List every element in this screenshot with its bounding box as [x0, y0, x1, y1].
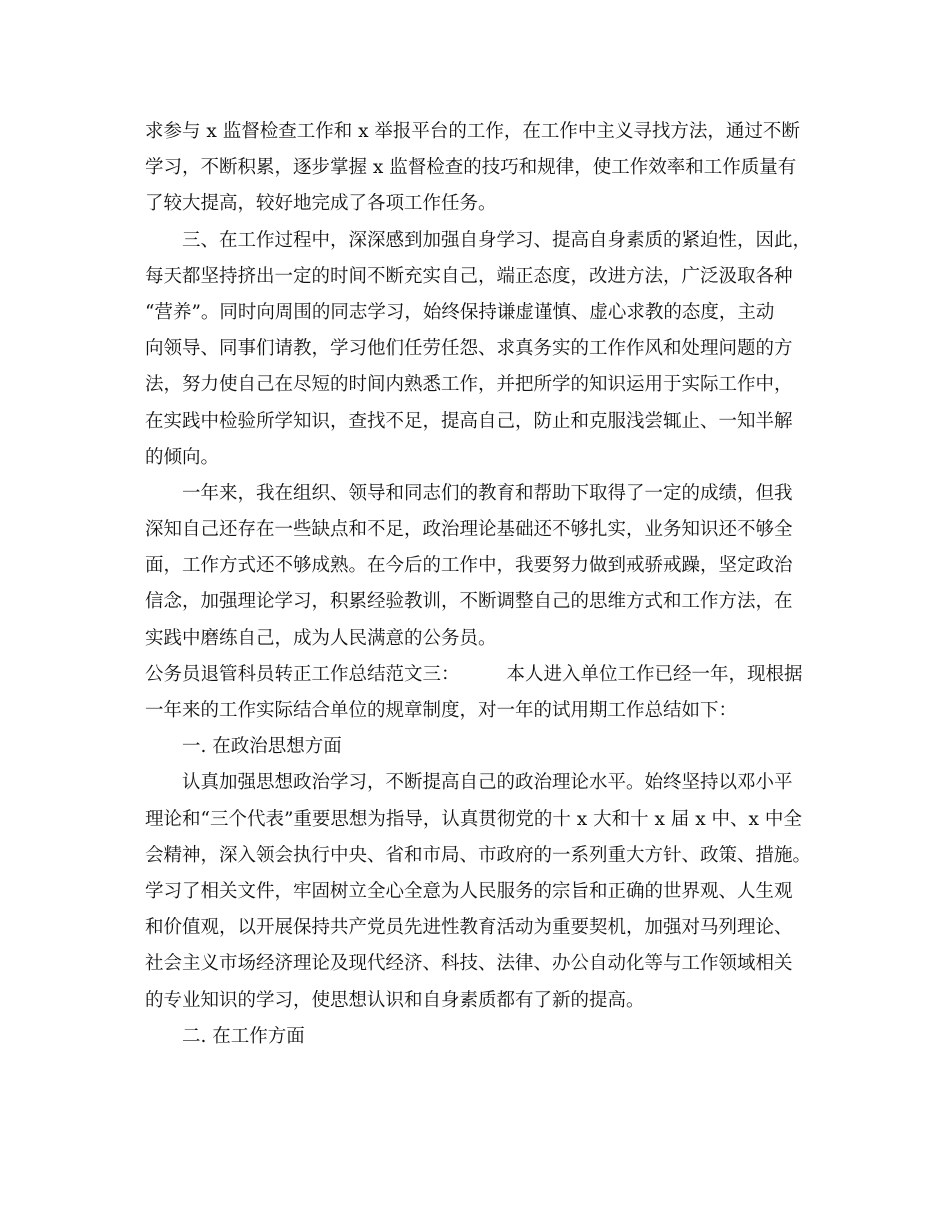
body-line: 法，努力使自己在尽短的时间内熟悉工作，并把所学的知识运用于实际工作中， — [145, 374, 793, 396]
body-line: 理论和“三个代表”重要思想为指导，认真贯彻党的十 x 大和十 x 届 x 中、x 中全 — [145, 808, 802, 830]
body-line: 和价值观，以开展保持共产党员先进性教育活动为重要契机，加强对马列理论、 — [145, 917, 793, 939]
body-line: 求参与 x 监督检查工作和 x 举报平台的工作，在工作中主义寻找方法，通过不断 — [145, 121, 800, 142]
body-line: 每天都坚持挤出一定的时间不断充实自己，端正态度，改进方法，广泛汲取各种 — [145, 265, 793, 287]
body-line: 信念，加强理论学习，积累经验教训，不断调整自己的思维方式和工作方法，在 — [145, 591, 793, 613]
paragraph-three-start: 三、在工作过程中，深深感到加强自身学习、提高自身素质的紧迫性，因此， — [182, 229, 812, 251]
body-line: 了较大提高，较好地完成了各项工作任务。 — [145, 193, 497, 215]
body-line: 的倾向。 — [145, 446, 220, 468]
section-title-line: 公务员退管科员转正工作总结范文三： 本人进入单位工作已经一年，现根据 — [145, 663, 803, 685]
body-line: 面，工作方式还不够成熟。在今后的工作中，我要努力做到戒骄戒躁，坚定政治 — [145, 555, 793, 577]
body-line: 学习了相关文件，牢固树立全心全意为人民服务的宗旨和正确的世界观、人生观 — [145, 880, 793, 902]
summary-paragraph-start: 一年来，我在组织、领导和同志们的教育和帮助下取得了一定的成绩，但我 — [182, 482, 793, 504]
body-line: 实践中磨练自己，成为人民满意的公务员。 — [145, 627, 497, 649]
heading-political-thought: 一. 在政治思想方面 — [182, 736, 342, 758]
political-paragraph-start: 认真加强思想政治学习，不断提高自己的政治理论水平。始终坚持以邓小平 — [182, 772, 793, 794]
document-body — [145, 114, 815, 1055]
body-line: 在实践中检验所学知识，查找不足，提高自己，防止和克服浅尝辄止、一知半解 — [145, 410, 793, 432]
body-line: “营养”。同时向周围的同志学习，始终保持谦虚谨慎、虚心求教的态度，主动 — [145, 301, 775, 323]
body-line: 深知自己还存在一些缺点和不足，政治理论基础还不够扎实，业务知识还不够全 — [145, 519, 793, 541]
body-line: 一年来的工作实际结合单位的规章制度，对一年的试用期工作总结如下： — [145, 700, 738, 721]
body-line: 向领导、同事们请教，学习他们任劳任怨、求真务实的工作作风和处理问题的方 — [145, 338, 793, 360]
body-line: 学习，不断积累，逐步掌握 x 监督检查的技巧和规律，使工作效率和工作质量有 — [145, 157, 797, 179]
body-line: 会精神，深入领会执行中央、省和市局、市政府的一系列重大方针、政策、措施。 — [145, 844, 812, 866]
body-line: 的专业知识的学习，使思想认识和自身素质都有了新的提高。 — [145, 989, 645, 1011]
heading-work-aspect: 二. 在工作方面 — [182, 1025, 305, 1047]
body-line: 社会主义市场经济理论及现代经济、科技、法律、办公自动化等与工作领域相关 — [145, 953, 793, 975]
